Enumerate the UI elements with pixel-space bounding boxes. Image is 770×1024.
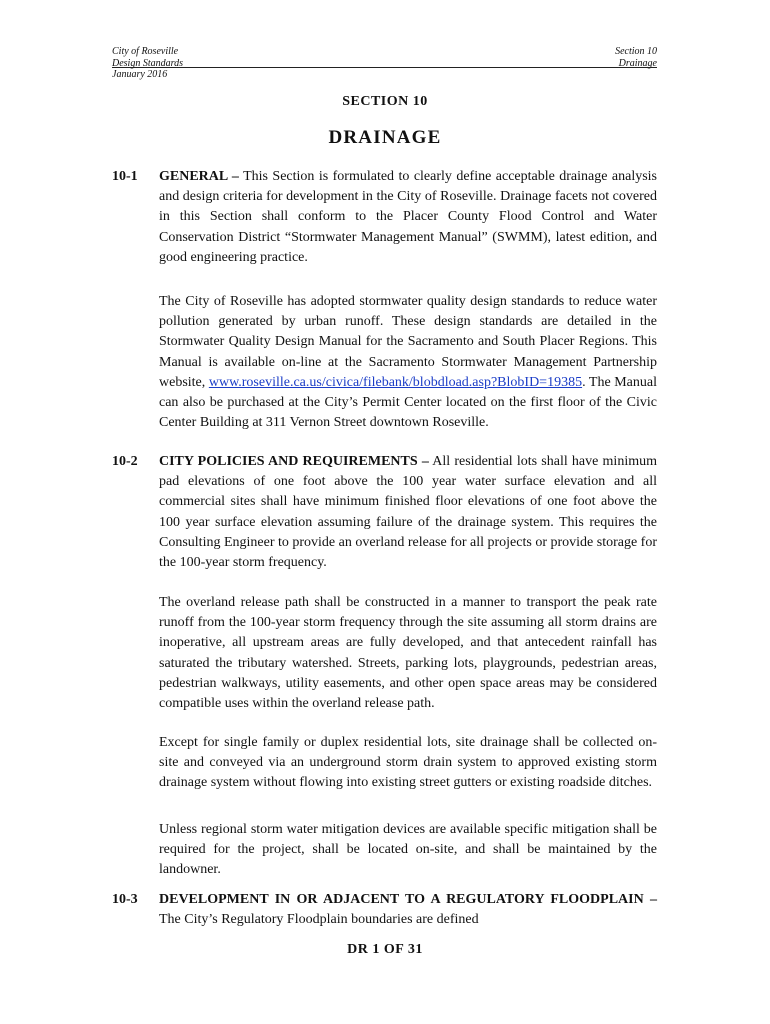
item-body	[159, 452, 657, 573]
paragraph-mitigation: Unless regional storm water mitigation devices are available specific mitigation shall be required for the project, shall be located on-site, and shall be maintained by the landowner.	[159, 822, 657, 878]
item-number: 10-1	[112, 169, 138, 184]
section-title: SECTION 10	[342, 94, 428, 109]
manual-link[interactable]: www.roseville.ca.us/civica/filebank/blobdload.asp?BlobID=19385	[208, 374, 583, 390]
item-heading: GENERAL –	[159, 169, 239, 184]
section-name: DRAINAGE	[328, 127, 442, 148]
paragraph-text-after-link: . The Manual can also be purchased at the City’s Permit Center located on the first floor of the Civic Center Building at 311 Vernon Street downtown Roseville.	[159, 374, 658, 431]
paragraph-overland-release: The overland release path shall be constructed in a manner to transport the peak rate runoff from the 100-year storm frequency through the site assuming all storm drains are inoperative, all upstream areas are fully developed, and that antecedent rainfall has saturated the tributary watershed. Streets, parking lots, playgrounds, pedestrian areas, pedestrian walkways, utility easements, and other open space areas may be considered compatible uses within the overland release path.	[159, 595, 657, 712]
header-topic: Drainage	[618, 57, 657, 69]
paragraph-site-drainage: Except for single family or duplex residential lots, site drainage shall be collected on-site and conveyed via an underground storm drain system to approved existing storm drainage system without flowing into existing street gutters or existing roadside ditches.	[159, 735, 657, 791]
item-10-3	[112, 890, 657, 930]
item-heading: CITY POLICIES AND REQUIREMENTS –	[159, 454, 429, 469]
header-date: January 2016	[112, 69, 168, 80]
page-footer: DR 1 OF 31	[347, 942, 423, 957]
paragraph-stormwater-quality	[159, 292, 657, 433]
item-text: The City’s Regulatory Floodplain boundaries are defined	[159, 912, 479, 928]
item-text: This Section is formulated to clearly define acceptable drainage analysis and design criteria for development in the City of Roseville. Drainage facets not covered in this Section shall conform to the Placer County Flood Control and Water Conservation District “Stormwater Management Manual” (SWMM), latest edition, and good engineering practice.	[159, 169, 657, 265]
item-heading: DEVELOPMENT IN OR ADJACENT TO A REGULATORY FLOODPLAIN –	[159, 892, 657, 907]
header-left	[112, 46, 183, 81]
item-10-2	[112, 452, 657, 573]
paragraph-text: The City of Roseville has adopted stormwater quality design standards to reduce water pollution generated by urban runoff. These design standards are detailed in the Stormwater Quality Design Manual for the Sacramento and South Placer Regions. This Manual is available on-line at the Sacramento Stormwater Management Partnership website,	[159, 294, 657, 390]
item-number: 10-2	[112, 454, 138, 469]
item-body	[159, 890, 657, 930]
header-section: Section 10	[615, 46, 657, 57]
header-city: City of Roseville	[112, 46, 179, 57]
header-right	[615, 46, 657, 69]
item-10-1	[112, 167, 657, 268]
item-text: All residential lots shall have minimum pad elevations of one foot above the 100 year water surface elevation and all commercial sites shall have minimum finished floor elevations of one foot above the 100 year surface elevation assuming failure of the drainage system. This requires the Consulting Engineer to provide an overland release for all projects or provide storage for the 100-year storm frequency.	[159, 454, 658, 571]
item-body	[159, 167, 657, 268]
item-number: 10-3	[112, 892, 138, 907]
header-rule	[112, 67, 657, 68]
header-standards: Design Standards	[112, 57, 184, 69]
